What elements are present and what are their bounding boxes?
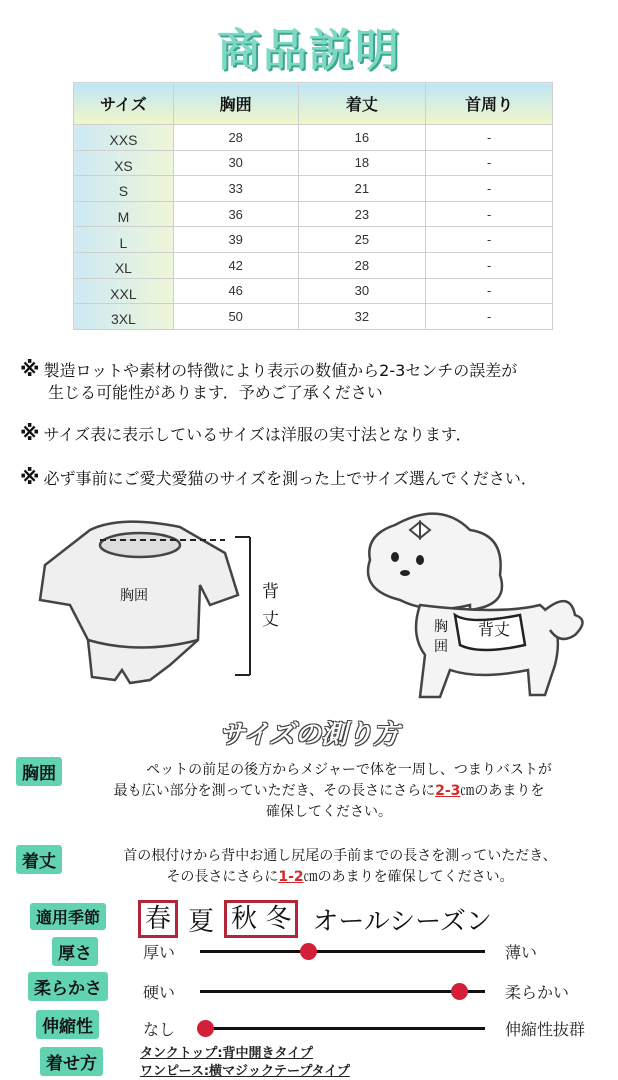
chest-label: 胸囲 [120,588,148,604]
size-label: XXS [74,125,174,151]
length-highlight: 1-2 [278,869,304,885]
length-value: 30 [298,278,426,304]
dog-chest-top: 胸 [434,619,448,635]
thickness-scale [0,936,618,966]
season-spring: 春 [138,900,178,938]
length-line-1: 首の根付けから背中お通し尻尾の手前までの長さを測っていただき、 [123,848,557,864]
note-mark: ※ [20,421,40,445]
dog-drawing [368,514,583,697]
chest-line-2a: 最も広い部分を測っていただき、その長さにさらに [113,783,436,799]
note-mark: ※ [20,465,40,489]
stretch-scale [0,1013,618,1043]
chest-value: 30 [173,150,298,176]
length-line-2 [70,867,610,888]
neck-value: - [426,227,553,253]
size-label: M [74,201,174,227]
length-value: 32 [298,304,426,330]
length-tag: 着丈 [16,845,62,874]
size-label: 3XL [74,304,174,330]
chest-line-1: ペットの前足の後方からメジャーで体を一周し、つまりバストが [146,762,552,778]
table-row [74,150,553,176]
table-row [74,227,553,253]
size-label: S [74,176,174,202]
chest-value: 36 [173,201,298,227]
size-label: XS [74,150,174,176]
header-size: サイズ [74,83,174,125]
length-line-2a: その長さにさらに [166,869,279,885]
stretch-marker [197,1020,214,1037]
neck-value: - [426,176,553,202]
wearing-tag: 着せ方 [40,1047,103,1076]
size-label: XL [74,252,174,278]
size-label: L [74,227,174,253]
table-row [74,201,553,227]
dog-length-label: 背丈 [478,620,511,639]
chest-line-2b: ㎝のあまりを [460,783,545,799]
wearing-line-1: タンクトップ:背中開きタイプ [140,1046,313,1061]
measurement-illustration [0,505,618,705]
softness-tag: 柔らかさ [28,972,108,1001]
length-line-2b: ㎝のあまりを確保してください。 [303,869,514,885]
note-tolerance [20,358,610,404]
softness-scale [0,976,618,1006]
wearing-line-2: ワンピース:横マジックテープタイプ [140,1064,350,1079]
length-label-bottom: 丈 [262,610,279,630]
chest-value: 46 [173,278,298,304]
chest-description [40,760,618,823]
note-text: 生じる可能性があります．予めご了承ください [48,383,383,402]
table-row [74,252,553,278]
chest-line-3: 確保してください。 [266,804,392,820]
note-text: 必ず事前にご愛犬愛猫のサイズを測った上でサイズ選んでください． [43,469,537,488]
season-all: オールシーズン [312,906,492,937]
length-value: 16 [298,125,426,151]
neck-value: - [426,150,553,176]
neck-value: - [426,125,553,151]
neck-value: - [426,252,553,278]
season-tag: 適用季節 [30,903,106,930]
stretch-left-label: なし [143,1020,176,1039]
length-value: 28 [298,252,426,278]
length-description [70,846,610,888]
thickness-right-label: 薄い [505,943,538,962]
table-header-row [74,83,553,125]
softness-right-label: 柔らかい [505,983,570,1002]
note-actual-size [20,422,610,446]
stretch-track [200,1027,485,1030]
season-winter: 冬 [265,904,292,934]
chest-value: 39 [173,227,298,253]
neck-value: - [426,304,553,330]
length-value: 21 [298,176,426,202]
size-label: XXL [74,278,174,304]
size-table [73,82,553,330]
chest-value: 42 [173,252,298,278]
length-label-top: 背 [262,582,279,602]
table-row [74,125,553,151]
dog-chest-bottom: 囲 [434,639,448,655]
neck-value: - [426,278,553,304]
chest-highlight: 2-3 [435,783,461,799]
header-neck: 首周り [426,83,553,125]
stretch-tag: 伸縮性 [36,1010,99,1039]
length-value: 23 [298,201,426,227]
table-row [74,278,553,304]
season-row [138,900,492,938]
note-text: 製造ロットや素材の特徴により表示の数値から2-3センチの誤差が [43,361,518,380]
chest-line-2 [40,781,618,802]
thickness-left-label: 厚い [143,943,176,962]
softness-track [200,990,485,993]
note-mark: ※ [20,357,40,381]
season-summer: 夏 [188,906,215,937]
chest-value: 28 [173,125,298,151]
softness-marker [451,983,468,1000]
thickness-marker [300,943,317,960]
note-measure-first [20,466,610,490]
length-value: 25 [298,227,426,253]
chest-value: 33 [173,176,298,202]
chest-value: 50 [173,304,298,330]
header-length: 着丈 [298,83,426,125]
thickness-tag: 厚さ [52,937,98,966]
header-chest: 胸囲 [173,83,298,125]
chest-tag: 胸囲 [16,757,62,786]
note-text: サイズ表に表示しているサイズは洋服の実寸法となります． [43,425,472,444]
stretch-right-label: 伸縮性抜群 [505,1020,586,1039]
season-autumn: 秋 [231,904,258,934]
table-row [74,176,553,202]
table-row [74,304,553,330]
length-value: 18 [298,150,426,176]
howto-title: サイズの測り方 [219,720,399,750]
season-autumn-winter [224,900,298,938]
thickness-track [200,950,485,953]
softness-left-label: 硬い [143,983,176,1002]
page-title: 商品説明 [217,25,401,76]
neck-value: - [426,201,553,227]
